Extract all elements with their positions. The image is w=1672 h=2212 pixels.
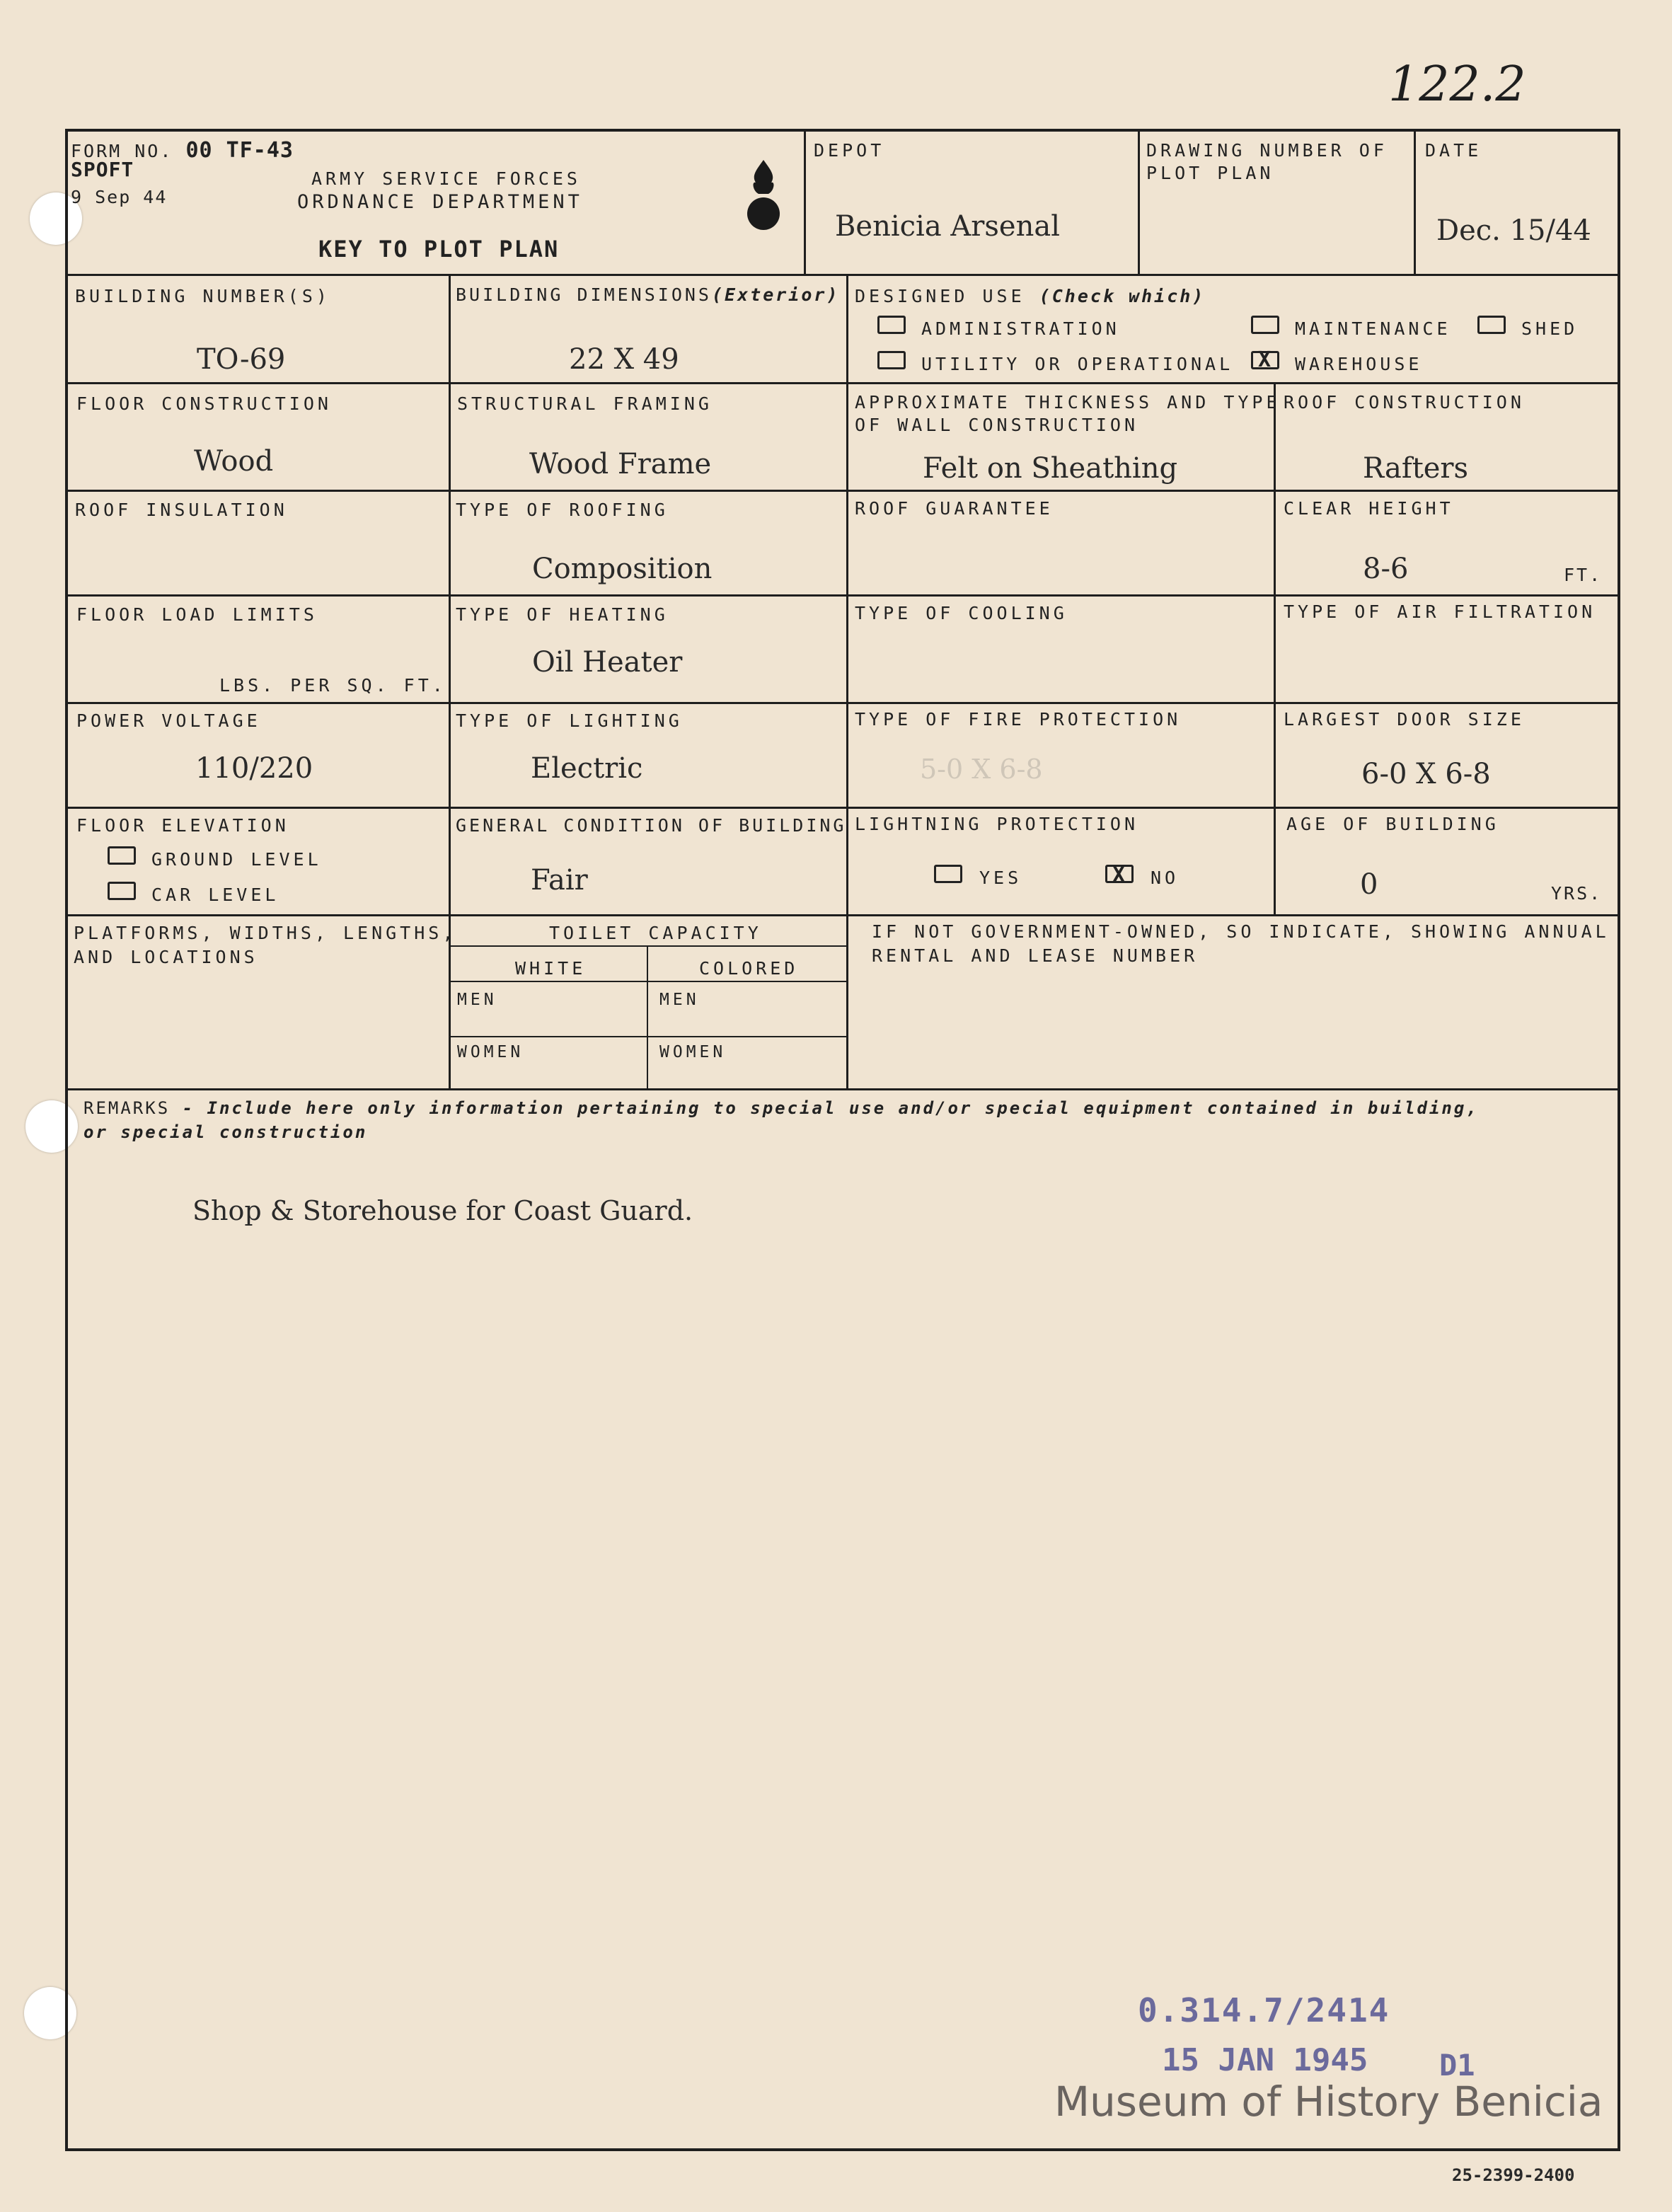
power-voltage-label: POWER VOLTAGE bbox=[76, 710, 261, 731]
air-filtration-label: TYPE OF AIR FILTRATION bbox=[1284, 601, 1596, 622]
row-divider bbox=[65, 382, 1620, 384]
platforms-label-2: AND LOCATIONS bbox=[74, 947, 258, 967]
ground-level-option-label: GROUND LEVEL bbox=[151, 849, 322, 870]
largest-door-value: 6-0 X 6-8 bbox=[1361, 758, 1491, 790]
footer-form-number: 25-2399-2400 bbox=[1452, 2165, 1575, 2185]
government-owned-label-2: RENTAL AND LEASE NUMBER bbox=[872, 945, 1199, 966]
toilet-white-women-label: WOMEN bbox=[457, 1043, 524, 1061]
agency-line-2: ORDNANCE DEPARTMENT bbox=[297, 191, 583, 213]
roof-construction-value: Rafters bbox=[1363, 452, 1469, 485]
received-stamp-number: 0.314.7/2414 bbox=[1138, 1991, 1390, 2029]
largest-door-label: LARGEST DOOR SIZE bbox=[1284, 709, 1525, 730]
row-divider bbox=[65, 490, 1620, 492]
maintenance-option-label: MAINTENANCE bbox=[1295, 318, 1451, 339]
toilet-column-divider bbox=[647, 945, 648, 1090]
drawing-number-label-2: PLOT PLAN bbox=[1146, 163, 1274, 183]
floor-load-unit: LBS. PER SQ. FT. bbox=[219, 675, 446, 696]
depot-value: Benicia Arsenal bbox=[835, 210, 1060, 243]
government-owned-label-1: IF NOT GOVERNMENT-OWNED, SO INDICATE, SHOWING ANNUAL bbox=[872, 921, 1610, 942]
remarks-instruction-line-2: or special construction bbox=[83, 1122, 368, 1142]
column-divider bbox=[1274, 382, 1276, 916]
general-condition-label: GENERAL CONDITION OF BUILDING bbox=[456, 815, 847, 836]
wall-construction-label-1: APPROXIMATE THICKNESS AND TYPE bbox=[855, 392, 1281, 413]
platforms-label-1: PLATFORMS, WIDTHS, LENGTHS, bbox=[74, 923, 457, 943]
lightning-yes-checkbox[interactable] bbox=[934, 865, 962, 883]
building-numbers-value: TO-69 bbox=[197, 343, 286, 376]
floor-construction-label: FLOOR CONSTRUCTION bbox=[76, 393, 332, 414]
type-of-roofing-value: Composition bbox=[532, 553, 713, 585]
form-issuer: SPOFT bbox=[71, 158, 134, 181]
column-divider bbox=[1138, 129, 1140, 275]
utility-operational-checkbox[interactable] bbox=[877, 351, 906, 369]
column-divider bbox=[846, 274, 848, 1090]
administration-checkbox[interactable] bbox=[877, 316, 906, 334]
building-numbers-label: BUILDING NUMBER(S) bbox=[75, 286, 330, 306]
toilet-colored-header: COLORED bbox=[699, 958, 799, 979]
ordnance-bomb-icon bbox=[746, 157, 781, 235]
age-of-building-unit: YRS. bbox=[1551, 883, 1603, 904]
shed-checkbox[interactable] bbox=[1477, 316, 1506, 334]
shed-option-label: SHED bbox=[1521, 318, 1579, 339]
warehouse-option-label: WAREHOUSE bbox=[1295, 354, 1423, 374]
designed-use-label: DESIGNED USE (Check which) bbox=[855, 286, 1206, 306]
handwritten-file-number: 122.2 bbox=[1388, 57, 1526, 113]
fire-protection-label: TYPE OF FIRE PROTECTION bbox=[855, 709, 1182, 730]
toilet-colored-men-label: MEN bbox=[659, 991, 700, 1009]
column-divider bbox=[1414, 129, 1416, 275]
clear-height-label: CLEAR HEIGHT bbox=[1284, 498, 1454, 519]
row-divider bbox=[65, 807, 1620, 809]
drawing-number-label-1: DRAWING NUMBER OF bbox=[1146, 140, 1388, 161]
date-label: DATE bbox=[1425, 140, 1482, 161]
ground-level-checkbox[interactable] bbox=[108, 846, 136, 865]
toilet-capacity-label: TOILET CAPACITY bbox=[549, 923, 762, 943]
clear-height-value: 8-6 bbox=[1363, 553, 1409, 585]
lightning-no-check-mark: X bbox=[1112, 863, 1126, 887]
type-of-roofing-label: TYPE OF ROOFING bbox=[456, 500, 669, 520]
wall-construction-value: Felt on Sheathing bbox=[923, 452, 1178, 485]
roof-construction-label: ROOF CONSTRUCTION bbox=[1284, 392, 1525, 413]
car-level-option-label: CAR LEVEL bbox=[151, 885, 279, 905]
floor-construction-value: Wood bbox=[194, 445, 274, 478]
maintenance-checkbox[interactable] bbox=[1251, 316, 1279, 334]
received-stamp-date: 15 JAN 1945 bbox=[1162, 2042, 1368, 2078]
remarks-value: Shop & Storehouse for Coast Guard. bbox=[192, 1195, 693, 1226]
row-divider bbox=[65, 702, 1620, 704]
car-level-checkbox[interactable] bbox=[108, 882, 136, 900]
toilet-colored-women-label: WOMEN bbox=[659, 1043, 727, 1061]
toilet-white-header: WHITE bbox=[515, 958, 587, 979]
wall-construction-label-2: OF WALL CONSTRUCTION bbox=[855, 415, 1139, 435]
building-dimensions-value: 22 X 49 bbox=[569, 343, 679, 376]
remarks-label: REMARKS - Include here only information pertaining to special use and/or special equipment contained in building, bbox=[83, 1098, 1479, 1118]
depot-label: DEPOT bbox=[814, 140, 885, 161]
received-stamp-code: D1 bbox=[1439, 2048, 1475, 2083]
toilet-white-men-label: MEN bbox=[457, 991, 497, 1009]
lightning-protection-label: LIGHTNING PROTECTION bbox=[855, 814, 1139, 834]
administration-option-label: ADMINISTRATION bbox=[921, 318, 1120, 339]
form-title: KEY TO PLOT PLAN bbox=[318, 236, 560, 263]
lightning-yes-label: YES bbox=[979, 868, 1022, 888]
clear-height-unit: FT. bbox=[1564, 565, 1603, 585]
cooling-label: TYPE OF COOLING bbox=[855, 603, 1068, 623]
lighting-value: Electric bbox=[531, 752, 643, 785]
warehouse-check-mark: X bbox=[1258, 347, 1272, 372]
column-divider bbox=[804, 129, 806, 275]
form-number-label: FORM NO. 00 TF-43 bbox=[71, 138, 294, 163]
row-divider bbox=[65, 914, 1620, 916]
floor-elevation-label: FLOOR ELEVATION bbox=[76, 815, 289, 836]
age-of-building-label: AGE OF BUILDING bbox=[1286, 814, 1499, 834]
structural-framing-label: STRUCTURAL FRAMING bbox=[457, 393, 713, 414]
column-divider bbox=[449, 274, 451, 1090]
row-divider bbox=[65, 1088, 1620, 1090]
heating-value: Oil Heater bbox=[532, 646, 683, 679]
form-date: 9 Sep 44 bbox=[71, 187, 168, 207]
utility-operational-option-label: UTILITY OR OPERATIONAL bbox=[921, 354, 1234, 374]
roof-guarantee-label: ROOF GUARANTEE bbox=[855, 498, 1054, 519]
row-divider bbox=[65, 274, 1620, 276]
structural-framing-value: Wood Frame bbox=[529, 448, 712, 480]
lighting-label: TYPE OF LIGHTING bbox=[456, 710, 683, 731]
floor-load-label: FLOOR LOAD LIMITS bbox=[76, 604, 318, 625]
age-of-building-value: 0 bbox=[1360, 868, 1378, 901]
lightning-no-label: NO bbox=[1151, 868, 1180, 888]
agency-line-1: ARMY SERVICE FORCES bbox=[311, 168, 581, 189]
building-dimensions-label: BUILDING DIMENSIONS(Exterior) bbox=[456, 284, 840, 305]
fire-protection-value: 5-0 X 6-8 bbox=[920, 754, 1043, 785]
museum-watermark: Museum of History Benicia bbox=[1054, 2078, 1603, 2126]
power-voltage-value: 110/220 bbox=[195, 752, 313, 785]
roof-insulation-label: ROOF INSULATION bbox=[75, 500, 288, 520]
date-value: Dec. 15/44 bbox=[1436, 214, 1591, 247]
heating-label: TYPE OF HEATING bbox=[456, 604, 669, 625]
row-divider bbox=[65, 594, 1620, 597]
general-condition-value: Fair bbox=[531, 864, 588, 897]
